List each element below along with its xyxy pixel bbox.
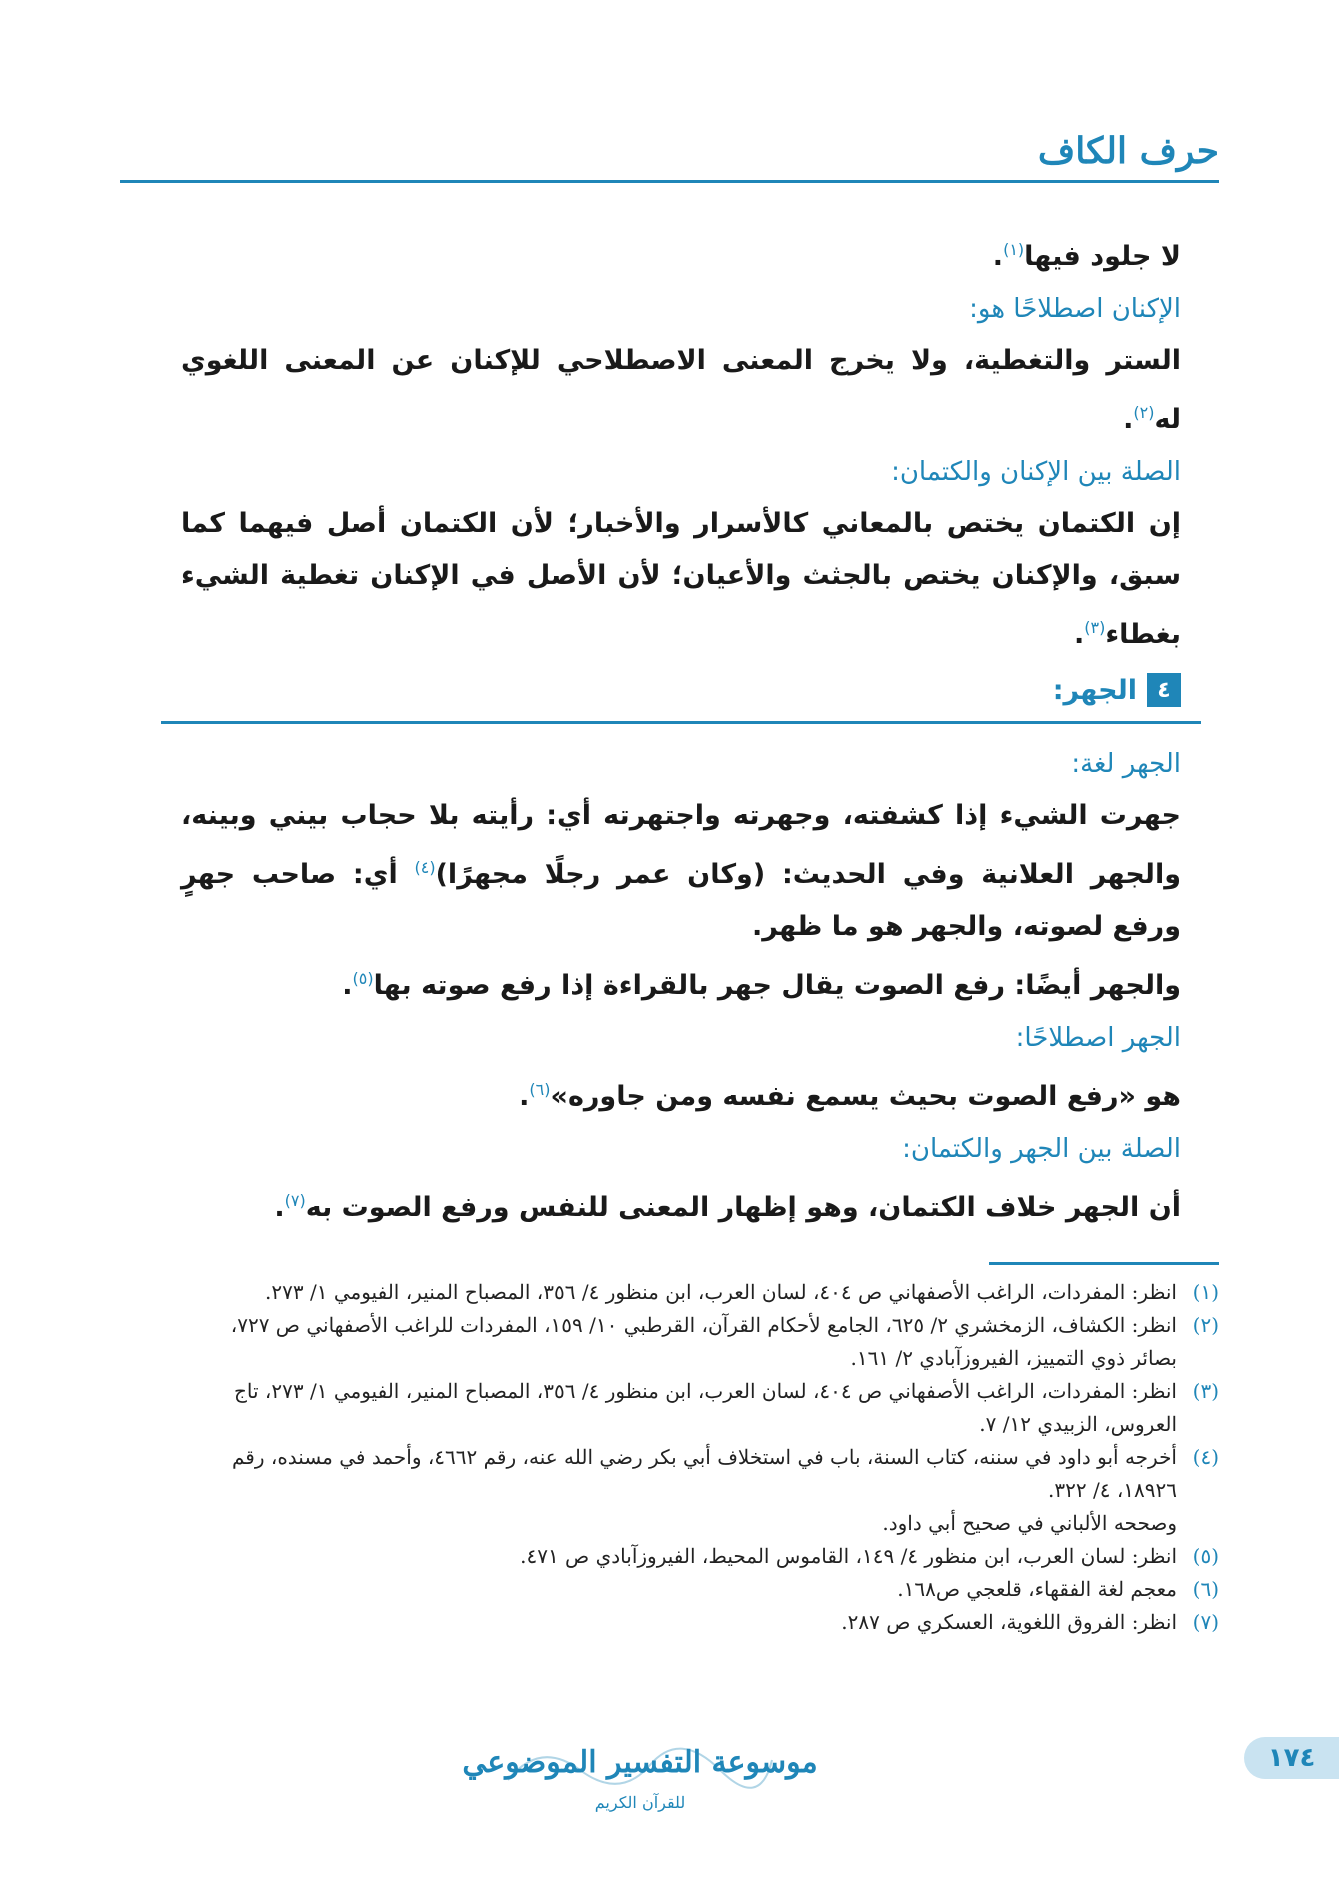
footnote-text: انظر: الفروق اللغوية، العسكري ص ٢٨٧. (841, 1610, 1177, 1634)
section-number-badge: ٤ (1147, 673, 1181, 707)
footnote-number: (٧) (1192, 1610, 1219, 1634)
footnote-text: انظر: المفردات، الراغب الأصفهاني ص ٤٠٤، لسان العرب، ابن منظور ٤/ ٣٥٦، المصباح المنير، الفيومي ١/ ٢٧٣. (265, 1280, 1177, 1304)
encyclopedia-logo (462, 1720, 818, 1825)
heading-relation-jahr: الصلة بين الجهر والكتمان: (902, 1134, 1181, 1164)
footnote-ref-5[interactable]: (٥) (352, 969, 374, 988)
section-title: الجهر: (1052, 674, 1137, 706)
paragraph-1: لا جلود فيها$^{(١)}$. (992, 240, 1181, 272)
footnote (189, 1573, 1219, 1606)
footnote-number: (٢) (1192, 1313, 1219, 1337)
footnote (189, 1309, 1219, 1375)
footnote-number: (٤) (1192, 1445, 1219, 1469)
footnote-ref-6[interactable]: (٦) (529, 1080, 551, 1099)
paragraph-3: إن الكتمان يختص بالمعاني كالأسرار والأخبار؛ لأن الكتمان أصل فيهما كما سبق، والإكنان يختص بالجثث والأعيان؛ لأن الأصل في الإكنان تغطية الشيء بغطاء$^{(٣)}$. (181, 508, 1181, 650)
heading-iktinan-term: الإكنان اصطلاحًا هو: (969, 294, 1181, 324)
page-number: ١٧٤ (1267, 1743, 1316, 1773)
paragraph-5: والجهر أيضًا: رفع الصوت يقال جهر بالقراءة إذا رفع صوته بها$^{(٥)}$. (342, 969, 1181, 1001)
logo-title: موسوعة التفسير الموضوعي (462, 1745, 818, 1780)
paragraph-7: أن الجهر خلاف الكتمان، وهو إظهار المعنى للنفس ورفع الصوت به$^{(٧)}$. (274, 1191, 1181, 1223)
footnote-text: انظر: المفردات، الراغب الأصفهاني ص ٤٠٤، لسان العرب، ابن منظور ٤/ ٣٥٦، المصباح المنير، الفيومي ١/ ٢٧٣، تاج العروس، الزبيدي ١٢/ ٧. (233, 1379, 1177, 1436)
logo-subtitle: للقرآن الكريم (594, 1793, 686, 1812)
footnote (189, 1441, 1219, 1540)
heading-jahr-term: الجهر اصطلاحًا: (1015, 1023, 1181, 1053)
footnote-rule (989, 1262, 1219, 1265)
footnote-ref-3[interactable]: (٣) (1084, 618, 1106, 637)
heading-relation-iktinan: الصلة بين الإكنان والكتمان: (891, 457, 1181, 487)
footnote-ref-1[interactable]: (١) (1003, 240, 1025, 259)
main-content (181, 224, 1181, 1234)
footnote-ref-2[interactable]: (٢) (1133, 403, 1155, 422)
footnote-text: انظر: الكشاف، الزمخشري ٢/ ٦٢٥، الجامع لأحكام القرآن، القرطبي ١٠/ ١٥٩، المفردات للراغب الأصفهاني ص ٧٢٧، بصائر ذوي التمييز، الفيروزآبادي ٢/ ١٦١. (230, 1313, 1177, 1370)
footnote (189, 1276, 1219, 1309)
paragraph-6: هو «رفع الصوت بحيث يسمع نفسه ومن جاوره»$^{(٦)}$. (519, 1080, 1181, 1112)
section-header (181, 667, 1181, 713)
footnotes (189, 1276, 1219, 1639)
paragraph-2: الستر والتغطية، ولا يخرج المعنى الاصطلاحي للإكنان عن المعنى اللغوي له$^{(٢)}$. (181, 345, 1181, 435)
footnote-number: (١) (1192, 1280, 1219, 1304)
footnote-number: (٥) (1192, 1544, 1219, 1568)
footnote (189, 1606, 1219, 1639)
footnote-ref-4[interactable]: (٤) (414, 858, 436, 877)
footnote-text: أخرجه أبو داود في سننه، كتاب السنة، باب في استخلاف أبي بكر رضي الله عنه، رقم ٤٦٦٢، وأحمد في مسنده، رقم ١٨٩٢٦، ٤/ ٣٢٢. وصححه الألباني في صحيح أبي داود. (231, 1445, 1177, 1535)
footnote-text: انظر: لسان العرب، ابن منظور ٤/ ١٤٩، القاموس المحيط، الفيروزآبادي ص ٤٧١. (520, 1544, 1177, 1568)
footnote-number: (٣) (1192, 1379, 1219, 1403)
heading-jahr-lang: الجهر لغة: (1071, 749, 1181, 779)
footnote (189, 1540, 1219, 1573)
footnote (189, 1375, 1219, 1441)
paragraph-4: جهرت الشيء إذا كشفته، وجهرته واجتهرته أي: رأيته بلا حجاب بيني وبينه، والجهر العلانية وفي الحديث: (وكان عمر رجلًا مجهرًا)$^{(٤)}$ أي: صاحب جهرٍ ورفع لصوته، والجهر هو ما ظهر. (181, 800, 1181, 942)
footnote-extra-text: وصححه الألباني في صحيح أبي داود. (882, 1511, 1177, 1535)
footnote-number: (٦) (1192, 1577, 1219, 1601)
chapter-title: حرف الكاف (1037, 130, 1219, 172)
footnote-ref-7[interactable]: (٧) (284, 1191, 306, 1210)
section-rule (161, 721, 1201, 724)
header-rule (120, 180, 1219, 183)
footnote-text: معجم لغة الفقهاء، قلعجي ص١٦٨. (897, 1577, 1177, 1601)
